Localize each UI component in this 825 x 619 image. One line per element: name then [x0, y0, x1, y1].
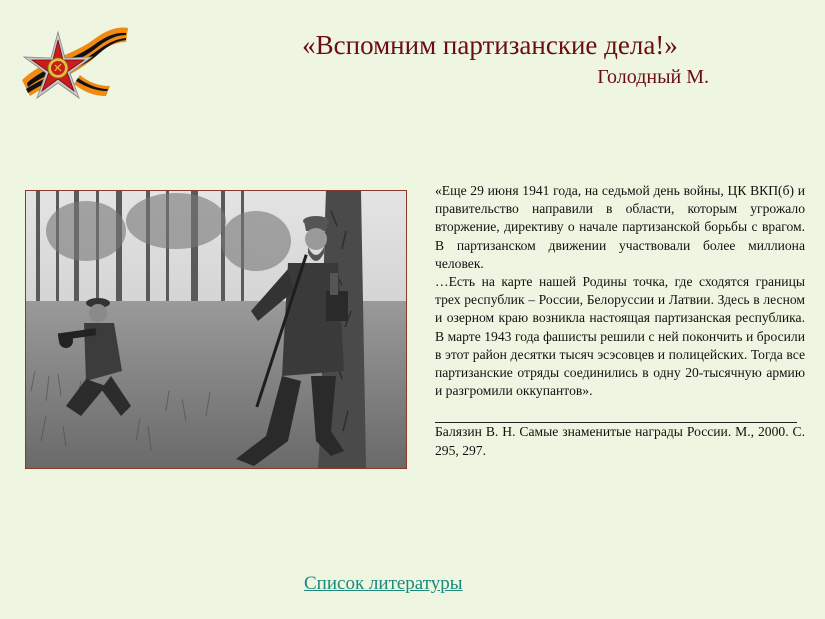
literature-link[interactable]: Список литературы	[304, 573, 463, 594]
quote-block	[435, 182, 805, 460]
author-name: Голодный М.	[597, 66, 709, 88]
quote-paragraph-2: …Есть на карте нашей Родины точка, где сходятся границы трех республик – России, Белоруссии и Латвии. Здесь в лесном и озерном краю возникла настоящая партизанская республика. В марте 1943 года фашисты решили с ней покончить и бросили в этот район десятки тысяч эсэсовцев и полицейских. Тогда все партизанские отряды соединились в одну 20-тысячную армию и разгромили оккупантов».	[435, 274, 805, 399]
quote-paragraph-1: «Еще 29 июня 1941 года, на седьмой день войны, ЦК ВКП(б) и правительство направили в области, которым угрожало вторжение, директиву о начале партизанской борьбы с врагом. В партизанском движении участвовали более миллиона человек.	[435, 183, 805, 271]
victory-emblem-icon	[18, 20, 130, 102]
footnote-source: Балязин В. Н. Самые знаменитые награды России. М., 2000. С. 295, 297.	[435, 424, 805, 458]
partisans-photo	[25, 190, 407, 469]
page-title: «Вспомним партизанские дела!»	[302, 30, 678, 60]
